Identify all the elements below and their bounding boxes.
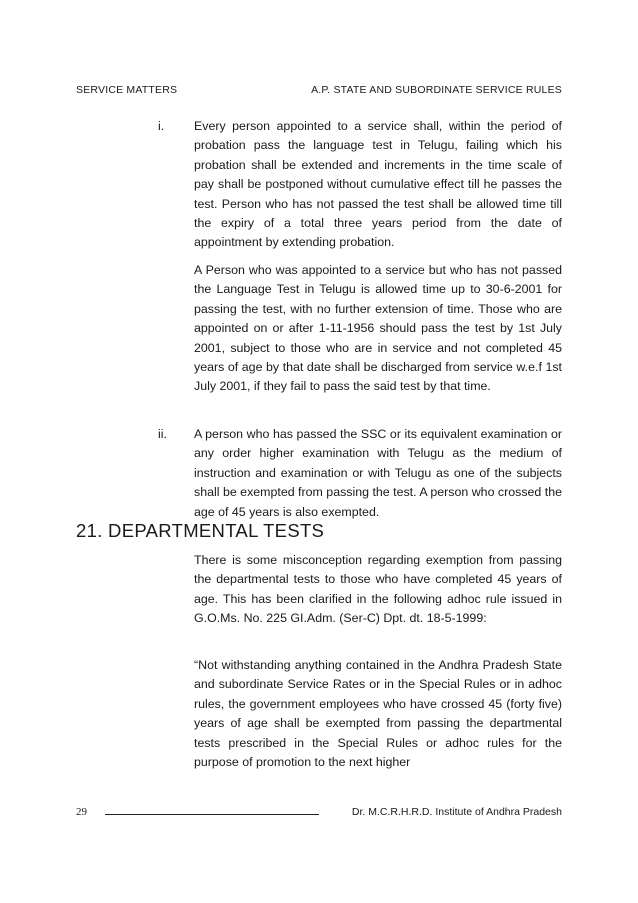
page-number: 29 [76,806,87,818]
item-numeral: i. [158,119,165,133]
section-heading: 21. DEPARTMENTAL TESTS [76,520,325,541]
section-paragraph: There is some misconception regarding exemption from passing the departmental tests to those who have completed 45 years of age. This has been clarified in the following adhoc rule issued in G.O.Ms. No. 225 GI.Adm. (Ser-C) Dpt. dt. 18-5-1999: [194,553,562,626]
footer-institute: Dr. M.C.R.H.R.D. Institute of Andhra Pradesh [351,806,562,818]
page-footer [76,806,562,822]
section-paragraph: “Not withstanding anything contained in the Andhra Pradesh State and subordinate Service Rates or in the Special Rules or in adhoc rules, the government employees who have crossed 45 (forty five) years of age shall be exempted from passing the departmental tests prescribed in the Special Rules or adhoc rules for the purpose of promotion to the next higher [194,658,562,770]
footer-rule [105,814,319,815]
item-numeral: ii. [158,427,167,441]
item-text: A Person who was appointed to a service but who has not passed the Language Test in Telugu is allowed time up to 30-6-2001 for passing the test, with no further extension of time. Those who are appointed on or after 1-11-1956 should pass the test by 1st July 2001, subject to those who are in service and not completed 45 years of age by that date shall be discharged from service w.e.f 1st July 2001, if they fail to pass the said test by that time. [194,263,562,394]
running-header [76,84,562,98]
header-right: A.P. STATE AND SUBORDINATE SERVICE RULES [311,84,562,96]
header-left: SERVICE MATTERS [76,84,178,96]
item-text: Every person appointed to a service shall, within the period of probation pass the language test in Telugu, failing which his probation shall be extended and increments in the time scale of pay shall be postponed without cumulative effect till he passes the test. Person who has not passed the test shall be allowed time till the expiry of a total three years period from the date of appointment by extending probation. [194,119,562,250]
item-text: A person who has passed the SSC or its equivalent examination or any order higher examination with Telugu as the medium of instruction and examination or with Telugu as one of the subjects shall be exempted from passing the test. A person who crossed the age of 45 years is also exempted. [194,427,562,519]
